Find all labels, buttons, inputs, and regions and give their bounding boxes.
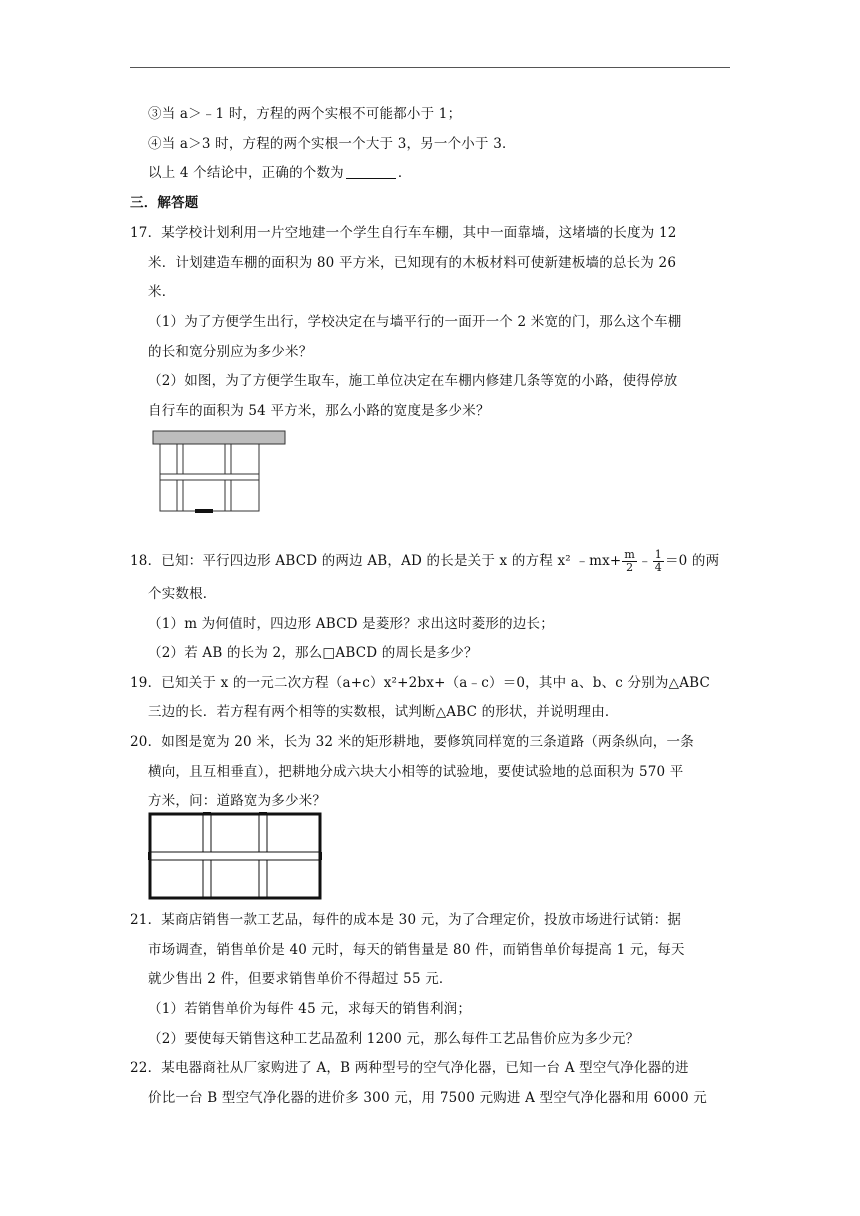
- section-heading: 三．解答题: [130, 195, 199, 211]
- bike-shed-figure: [152, 430, 288, 516]
- question-17-part-1-cont: 的长和宽分别应为多少米？: [148, 344, 313, 360]
- header-rule: [130, 67, 730, 68]
- question-18-part-2: （2）若 AB 的长为 2，那么□ABCD 的周长是多少？: [148, 645, 478, 661]
- question-17-line-2: 米．计划建造车棚的面积为 80 平方米，已知现有的木板材料可使新建板墙的总长为 26: [148, 255, 677, 271]
- question-19-line-1: 19．已知关于 x 的一元二次方程（a+c）x²+2bx+（a﹣c）＝0，其中 a、b、c 分别为△ABC: [130, 675, 711, 691]
- answer-blank[interactable]: [346, 164, 396, 179]
- question-21-part-1: （1）若销售单价为每件 45 元，求每天的销售利润；: [148, 1001, 472, 1017]
- question-16-conclusion: 以上 4 个结论中，正确的个数为 ．: [148, 165, 412, 181]
- question-17-part-2-cont: 自行车的面积为 54 平方米，那么小路的宽度是多少米？: [148, 403, 490, 419]
- question-22-line-2: 价比一台 B 型空气净化器的进价多 300 元，用 7500 元购进 A 型空气净化器和用 6000 元: [148, 1090, 707, 1106]
- question-17-part-1: （1）为了方便学生出行，学校决定在与墙平行的一面开一个 2 米宽的门，那么这个车棚: [148, 314, 682, 330]
- question-17-line-1: 17．某学校计划利用一片空地建一个学生自行车车棚，其中一面靠墙，这堵墙的长度为 12: [130, 225, 677, 241]
- question-21-line-3: 就少售出 2 件，但要求销售单价不得超过 55 元．: [148, 971, 453, 987]
- fraction-m-over-2: $\frac{m}{2}$: [624, 548, 636, 574]
- question-21-part-2: （2）要使每天销售这种工艺品盈利 1200 元，那么每件工艺品售价应为多少元？: [148, 1031, 640, 1047]
- fraction-1-over-4: $\frac{1}{4}$: [654, 548, 662, 574]
- statement-3: ③当 a＞﹣1 时，方程的两个实根不可能都小于 1；: [148, 106, 462, 122]
- question-20-line-1: 20．如图是宽为 20 米，长为 32 米的矩形耕地，要修筑同样宽的三条道路（两条纵向，一条: [130, 734, 694, 750]
- question-17-part-2: （2）如图，为了方便学生取车，施工单位决定在车棚内修建几条等宽的小路，使得停放: [148, 373, 678, 389]
- question-20-line-2: 横向，且互相垂直），把耕地分成六块大小相等的试验地，要使试验地的总面积为 570 平: [148, 764, 684, 780]
- question-22-line-1: 22．某电器商社从厂家购进了 A，B 两种型号的空气净化器，已知一台 A 型空气净化器的进: [130, 1060, 689, 1076]
- question-20-line-3: 方米，问：道路宽为多少米？: [148, 793, 327, 809]
- question-18-part-1: （1）m 为何值时，四边形 ABCD 是菱形？求出这时菱形的边长；: [148, 616, 554, 632]
- question-17-line-3: 米．: [148, 284, 176, 300]
- question-21-line-1: 21．某商店销售一款工艺品，每件的成本是 30 元，为了合理定价，投放市场进行试销：据: [130, 912, 682, 928]
- question-18-line-2: 个实数根．: [148, 586, 217, 602]
- field-roads-figure: [148, 812, 324, 902]
- question-19-line-2: 三边的长．若方程有两个相等的实数根，试判断△ABC 的形状，并说明理由．: [148, 704, 619, 720]
- question-21-line-2: 市场调查，销售单价是 40 元时，每天的销售量是 80 件，而销售单价每提高 1 元，每天: [148, 942, 685, 958]
- question-18-line-1: 18．已知：平行四边形 ABCD 的两边 AB，AD 的长是关于 x 的方程 x² ﹣mx+ $\frac{m}{2}$ ﹣ $\frac{1}{4}$ ＝0 的两: [130, 548, 720, 574]
- statement-4: ④当 a＞3 时，方程的两个实根一个大于 3，另一个小于 3．: [148, 136, 516, 152]
